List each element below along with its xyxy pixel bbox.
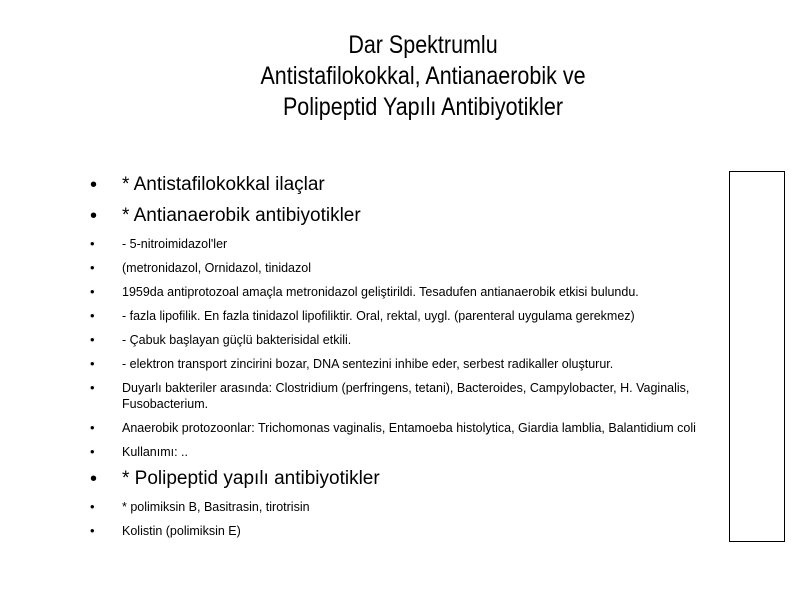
- bullet-dot-icon: •: [90, 499, 95, 514]
- bullet-dot-icon: •: [90, 380, 95, 395]
- bullet-item: [90, 174, 710, 196]
- bullet-dot-icon: •: [90, 332, 95, 347]
- bullet-text: Duyarlı bakteriler arasında: Clostridium (perfringens, tetani), Bacteroides, Campylobacter, H. Vaginalis, Fusobacterium.: [122, 381, 690, 411]
- bullet-text: * Antistafilokokkal ilaçlar: [122, 174, 325, 195]
- bullet-dot-icon: •: [90, 468, 98, 490]
- empty-placeholder-box: [729, 171, 785, 542]
- bullet-text: - Çabuk başlayan güçlü bakterisidal etkili.: [122, 333, 352, 347]
- bullet-dot-icon: •: [90, 420, 95, 435]
- bullet-item: [90, 205, 710, 227]
- bullet-text: * Polipeptid yapılı antibiyotikler: [122, 468, 380, 489]
- bullet-item: [90, 284, 710, 300]
- bullet-item: [90, 499, 710, 515]
- bullet-text: Anaerobik protozoonlar: Trichomonas vaginalis, Entamoeba histolytica, Giardia lamblia, Balantidium coli: [122, 421, 696, 435]
- bullet-text: - elektron transport zincirini bozar, DNA sentezini inhibe eder, serbest radikaller oluşturur.: [122, 357, 614, 371]
- bullet-item: [90, 420, 710, 436]
- bullet-text: 1959da antiprotozoal amaçla metronidazol geliştirildi. Tesadufen antianaerobik etkisi bulundu.: [122, 285, 639, 299]
- bullet-dot-icon: •: [90, 174, 98, 196]
- bullet-dot-icon: •: [90, 356, 95, 371]
- bullet-text: Kullanımı: ..: [122, 445, 188, 459]
- bullet-item: [90, 468, 710, 490]
- bullet-dot-icon: •: [90, 260, 95, 275]
- bullet-item: [90, 356, 710, 372]
- slide-title: [188, 30, 658, 123]
- bullet-dot-icon: •: [90, 444, 95, 459]
- bullet-text: * polimiksin B, Basitrasin, tirotrisin: [122, 500, 310, 514]
- bullet-dot-icon: •: [90, 308, 95, 323]
- bullet-dot-icon: •: [90, 205, 98, 227]
- title-line-1: Dar Spektrumlu: [348, 31, 498, 59]
- bullet-item: [90, 260, 710, 276]
- title-line-3: Polipeptid Yapılı Antibiyotikler: [282, 93, 564, 121]
- bullet-dot-icon: •: [90, 284, 95, 299]
- bullet-text: * Antianaerobik antibiyotikler: [122, 205, 361, 226]
- bullet-dot-icon: •: [90, 523, 95, 538]
- bullet-text: - 5-nitroimidazol'ler: [122, 237, 228, 251]
- bullet-item: [90, 332, 710, 348]
- bullet-item: [90, 308, 710, 324]
- bullet-text: - fazla lipofilik. En fazla tinidazol lipofiliktir. Oral, rektal, uygl. (parenteral uygulama gerekmez): [122, 309, 635, 323]
- bullet-list: [90, 174, 710, 547]
- bullet-text: Kolistin (polimiksin E): [122, 524, 241, 538]
- bullet-item: [90, 380, 710, 412]
- bullet-text: (metronidazol, Ornidazol, tinidazol: [122, 261, 311, 275]
- bullet-item: [90, 444, 710, 460]
- title-line-2: Antistafilokokkal, Antianaerobik ve: [260, 62, 586, 90]
- bullet-item: [90, 523, 710, 539]
- bullet-item: [90, 236, 710, 252]
- bullet-dot-icon: •: [90, 236, 95, 251]
